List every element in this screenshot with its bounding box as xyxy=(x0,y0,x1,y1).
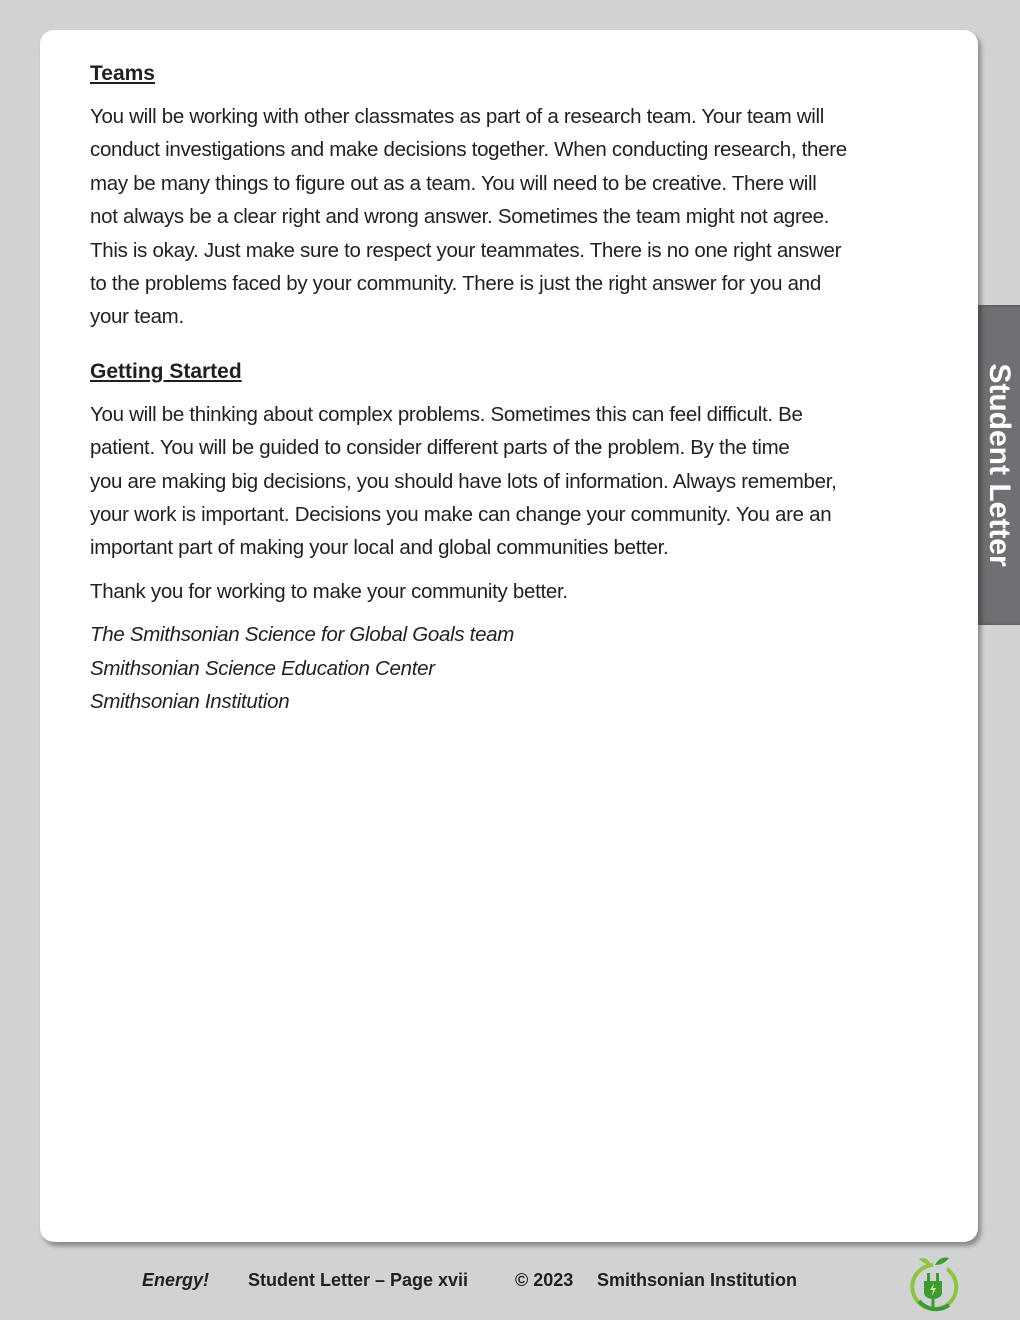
energy-plug-logo-icon xyxy=(905,1255,961,1315)
footer-org: Smithsonian Institution xyxy=(597,1270,797,1290)
footer-page: Student Letter – Page xvii xyxy=(248,1270,469,1290)
signature-line: Smithsonian Science Education Center xyxy=(90,656,435,680)
signature-line: The Smithsonian Science for Global Goals team xyxy=(90,623,515,647)
signature-line: Smithsonian Institution xyxy=(90,690,290,714)
line: you are making big decisions, you should have lots of information. Always remember, xyxy=(90,469,837,493)
line: to the problems faced by your community. There is just the right answer for you and xyxy=(90,272,821,296)
line: your team. xyxy=(90,305,184,329)
line: patient. You will be guided to consider different parts of the problem. By the time xyxy=(90,436,790,460)
section-heading-teams: Teams xyxy=(90,62,155,85)
teams-paragraph xyxy=(90,100,950,334)
line: You will be thinking about complex problems. Sometimes this can feel difficult. Be xyxy=(90,402,803,426)
thank-you-paragraph xyxy=(90,575,950,608)
getting-started-paragraph xyxy=(90,398,950,565)
section-heading-getting-started: Getting Started xyxy=(90,359,242,383)
side-tab xyxy=(978,305,1020,625)
line: may be many things to figure out as a team. You will need to be creative. There will xyxy=(90,171,817,195)
footer-title: Energy! xyxy=(142,1270,210,1290)
footer-copyright: © 2023 xyxy=(515,1270,574,1290)
line: This is okay. Just make sure to respect your teammates. There is no one right answer xyxy=(90,238,842,262)
line: Thank you for working to make your community better. xyxy=(90,579,568,603)
line: conduct investigations and make decisions together. When conducting research, there xyxy=(90,138,847,162)
line: important part of making your local and global communities better. xyxy=(90,536,669,560)
letter-content xyxy=(90,58,950,729)
signature xyxy=(90,618,950,718)
line: You will be working with other classmates as part of a research team. Your team will xyxy=(90,105,825,128)
side-tab-label: Student Letter xyxy=(983,363,1016,567)
line: your work is important. Decisions you make can change your community. You are an xyxy=(90,503,832,527)
line: not always be a clear right and wrong answer. Sometimes the team might not agree. xyxy=(90,205,830,229)
